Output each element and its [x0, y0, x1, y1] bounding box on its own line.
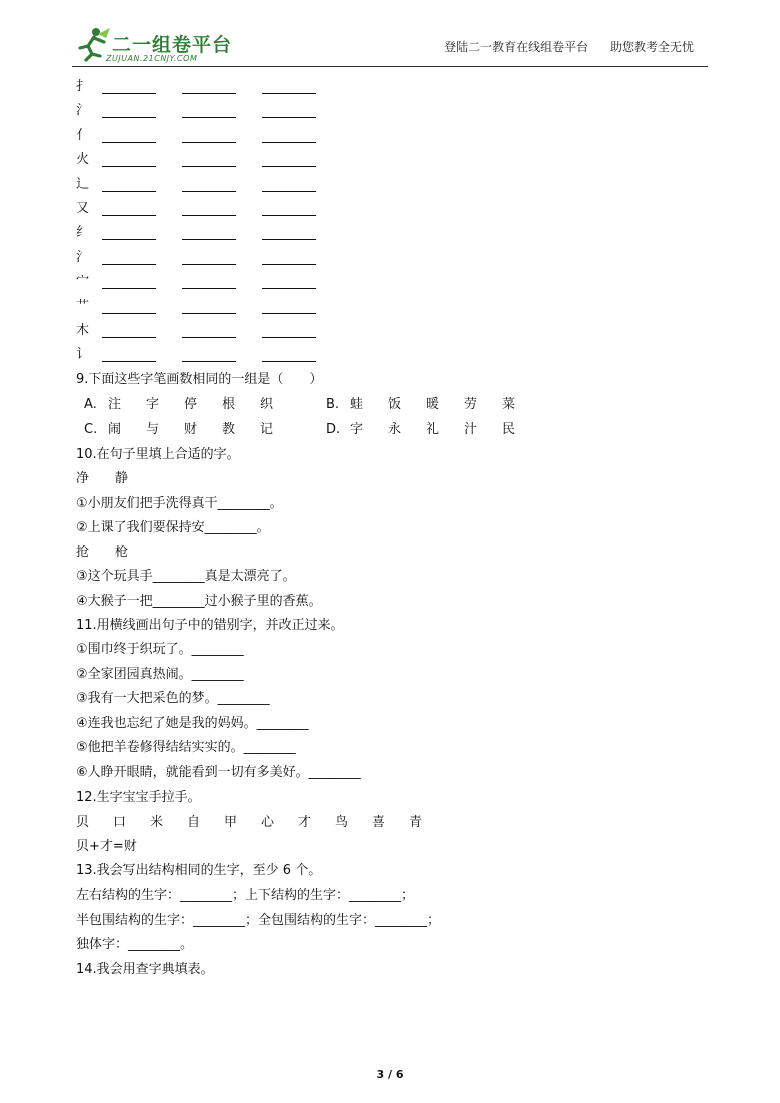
option-char: 教 [222, 422, 236, 437]
runner-logo-icon [76, 26, 110, 62]
q13-stem: 13.我会写出结构相同的生字，至少 6 个。 [76, 863, 322, 878]
q12-char: 青 [409, 815, 423, 830]
answer-blank[interactable] [262, 80, 316, 94]
page-number: 3 / 6 [376, 1068, 404, 1081]
option-label: B. [326, 397, 340, 412]
radical-row [76, 224, 316, 246]
option-char: 停 [184, 397, 198, 412]
q12-stem: 12.生字宝宝手拉手。 [76, 790, 201, 805]
answer-blank[interactable] [102, 348, 156, 362]
q12-char: 自 [187, 815, 201, 830]
option-char: 永 [388, 422, 402, 437]
radical-row [76, 322, 316, 344]
radical-row [76, 346, 316, 368]
q11-item: ①围巾终于织玩了。________ [76, 642, 244, 657]
answer-blank[interactable] [182, 202, 236, 216]
q11-item: ⑥人睁开眼睛，就能看到一切有多美好。________ [76, 765, 361, 780]
answer-blank[interactable] [102, 178, 156, 192]
answer-blank[interactable] [262, 153, 316, 167]
radical-row [76, 78, 316, 100]
answer-blank[interactable] [182, 275, 236, 289]
radical-char: 又 [76, 201, 90, 216]
answer-blank[interactable] [182, 226, 236, 240]
q12-example: 贝+才=财 [76, 839, 137, 854]
q13-line-2: 半包围结构的生字：________；全包围结构的生字：________； [76, 913, 441, 928]
answer-blank[interactable] [102, 300, 156, 314]
answer-blank[interactable] [182, 178, 236, 192]
radical-row [76, 127, 316, 149]
answer-blank[interactable] [262, 226, 316, 240]
q10-sentence-3: ③这个玩具手________真是太漂亮了。 [76, 569, 296, 584]
answer-blank[interactable] [262, 129, 316, 143]
answer-blank[interactable] [182, 348, 236, 362]
q12-char: 甲 [224, 815, 238, 830]
radical-char: 纟 [76, 225, 90, 241]
answer-blank[interactable] [102, 80, 156, 94]
radical-char: 氵 [76, 249, 90, 265]
q11-item: ②全家团园真热闹。________ [76, 667, 244, 682]
option-char: 暖 [426, 397, 440, 412]
q11-stem: 11.用横线画出句子中的错别字，并改正过来。 [76, 618, 344, 633]
q10-sentence-4: ④大猴子一把________过小猴子里的香蕉。 [76, 594, 322, 609]
option-char: 礼 [426, 422, 440, 437]
option-char: 记 [260, 422, 274, 437]
option-label: D. [326, 422, 341, 437]
radical-row [76, 200, 316, 222]
option-char: 民 [502, 422, 516, 437]
q11-item: ⑤他把羊卷修得结结实实的。________ [76, 740, 296, 755]
answer-blank[interactable] [262, 300, 316, 314]
radical-row [76, 151, 316, 173]
answer-blank[interactable] [102, 251, 156, 265]
radical-char: 火 [76, 152, 90, 168]
header-links [426, 38, 694, 55]
option-char: 财 [184, 422, 198, 437]
q12-char: 心 [261, 815, 275, 830]
answer-blank[interactable] [182, 300, 236, 314]
slogan-text: 助您教考全无忧 [609, 40, 694, 54]
option-char: 蛙 [350, 397, 364, 412]
answer-blank[interactable] [102, 202, 156, 216]
q12-char: 口 [113, 815, 127, 830]
q9-option-b[interactable] [326, 396, 540, 414]
option-char: 饭 [388, 397, 402, 412]
q12-char: 米 [150, 815, 164, 830]
radical-row [76, 273, 316, 295]
platform-logo [76, 26, 266, 64]
radical-row [76, 298, 316, 320]
option-char: 织 [260, 397, 274, 412]
answer-blank[interactable] [262, 104, 316, 118]
radical-char: 辶 [76, 176, 90, 192]
answer-blank[interactable] [182, 129, 236, 143]
answer-blank[interactable] [262, 348, 316, 362]
answer-blank[interactable] [182, 324, 236, 338]
q9-option-a[interactable] [84, 396, 298, 414]
q12-character-list [76, 814, 446, 832]
q12-char: 贝 [76, 815, 90, 830]
answer-blank[interactable] [182, 104, 236, 118]
answer-blank[interactable] [262, 178, 316, 192]
q13-line-1: 左右结构的生字：________；上下结构的生字：________； [76, 888, 415, 903]
radical-char: 宀 [76, 274, 90, 290]
radical-char: 亻 [76, 127, 90, 143]
option-char: 劳 [464, 397, 478, 412]
option-char: 字 [350, 422, 364, 437]
answer-blank[interactable] [102, 104, 156, 118]
radical-char: 扌 [76, 79, 90, 94]
option-char: 与 [146, 422, 160, 437]
q12-char: 才 [298, 815, 312, 830]
q10-word-pair-2: 抢 枪 [76, 545, 129, 560]
answer-blank[interactable] [102, 129, 156, 143]
logo-subtitle: ZUJUAN.21CNJY.COM [106, 54, 198, 63]
q11-item: ③我有一大把采色的梦。________ [76, 691, 270, 706]
q10-sentence-1: ①小朋友们把手洗得真干________。 [76, 496, 283, 511]
radical-char: 讠 [76, 347, 90, 363]
q9-options-row-1 [84, 396, 568, 414]
radical-row [76, 249, 316, 271]
answer-blank[interactable] [262, 202, 316, 216]
radical-char: 氵 [76, 103, 90, 119]
radical-row [76, 102, 316, 124]
option-char: 汁 [464, 422, 478, 437]
answer-blank[interactable] [182, 80, 236, 94]
option-char: 根 [222, 397, 236, 412]
answer-blank[interactable] [262, 324, 316, 338]
option-char: 注 [108, 397, 122, 412]
answer-blank[interactable] [102, 153, 156, 167]
answer-blank[interactable] [262, 275, 316, 289]
q13-line-3: 独体字：________。 [76, 937, 194, 952]
q14-stem: 14.我会用查字典填表。 [76, 962, 214, 977]
q9-stem: 9.下面这些字笔画数相同的一组是（ ） [76, 372, 323, 387]
q9-options-row-2 [84, 421, 568, 439]
q10-sentence-2: ②上课了我们要保持安________。 [76, 520, 270, 535]
q10-stem: 10.在句子里填上合适的字。 [76, 447, 240, 462]
answer-blank[interactable] [102, 275, 156, 289]
option-label: A. [84, 397, 97, 412]
q9-option-d[interactable] [326, 421, 540, 439]
option-char: 闹 [108, 422, 122, 437]
q12-char: 鸟 [335, 815, 349, 830]
answer-blank[interactable] [102, 324, 156, 338]
q11-item: ④连我也忘纪了她是我的妈妈。________ [76, 716, 309, 731]
radical-char: 木 [76, 323, 90, 338]
option-char: 菜 [502, 397, 516, 412]
answer-blank[interactable] [262, 251, 316, 265]
option-char: 字 [146, 397, 160, 412]
q12-char: 喜 [372, 815, 386, 830]
answer-blank[interactable] [182, 251, 236, 265]
q9-option-c[interactable] [84, 421, 298, 439]
logo-title: 二一组卷平台 [112, 34, 233, 56]
page-header [72, 24, 708, 67]
answer-blank[interactable] [182, 153, 236, 167]
answer-blank[interactable] [102, 226, 156, 240]
radical-char: 艹 [76, 298, 90, 314]
q10-word-pair-1: 净 静 [76, 471, 129, 486]
radical-row [76, 176, 316, 198]
option-label: C. [84, 422, 98, 437]
login-platform-link[interactable]: 登陆二一教育在线组卷平台 [444, 40, 589, 54]
